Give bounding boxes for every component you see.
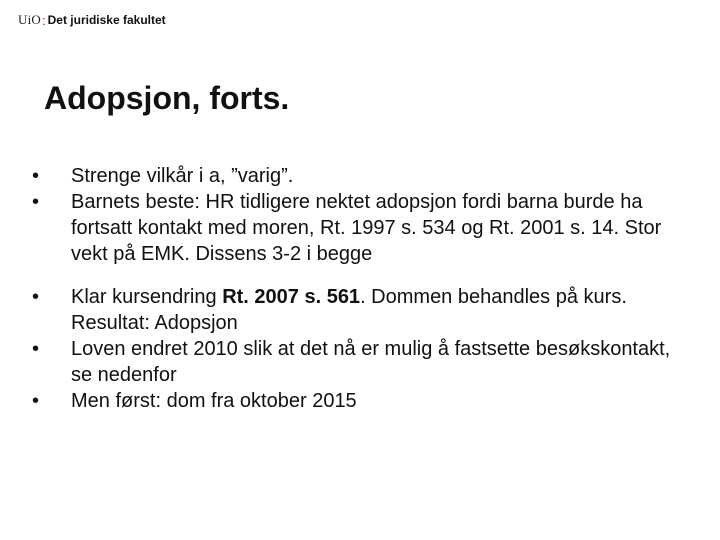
faculty-name: Det juridiske fakultet [47,13,166,27]
bullet-icon: • [32,165,40,187]
bullet-icon: • [32,286,40,308]
logo-uio-text: UiO [18,12,41,27]
bullet-item-2 [32,189,692,267]
bullet-text: Loven endret 2010 slik at det nå er mulig å fastsette besøkskontakt, se nedenfor [71,338,671,386]
bullet-icon: • [32,390,40,412]
bullet-text-prefix: Klar kursendring [71,286,223,308]
bullet-item-1 [32,163,692,189]
bullet-text: Men først: dom fra oktober 2015 [71,390,357,412]
bullet-icon: • [32,191,40,213]
slide-title: Adopsjon, forts. [44,80,290,116]
bullet-text: Barnets beste: HR tidligere nektet adopsjon fordi barna burde ha fortsatt kontakt med moren, Rt. 1997 s. 534 og Rt. 2001 s. 14. Stor vekt på EMK. Dissens 3-2 i begge [71,191,662,265]
bullet-item-3 [32,284,692,336]
bullet-icon: • [32,338,40,360]
bullet-text: Strenge vilkår i a, ”varig”. [71,165,294,187]
logo-separator: : [42,12,46,28]
uio-logo [18,11,166,29]
bullet-item-5 [32,388,692,414]
bullet-text-suffix: . Dommen behandles på kurs. Resultat: Adopsjon [71,286,627,334]
case-citation: Rt. 2007 s. 561 [222,286,361,308]
bullet-item-4 [32,336,692,388]
bullet-list [32,163,692,414]
